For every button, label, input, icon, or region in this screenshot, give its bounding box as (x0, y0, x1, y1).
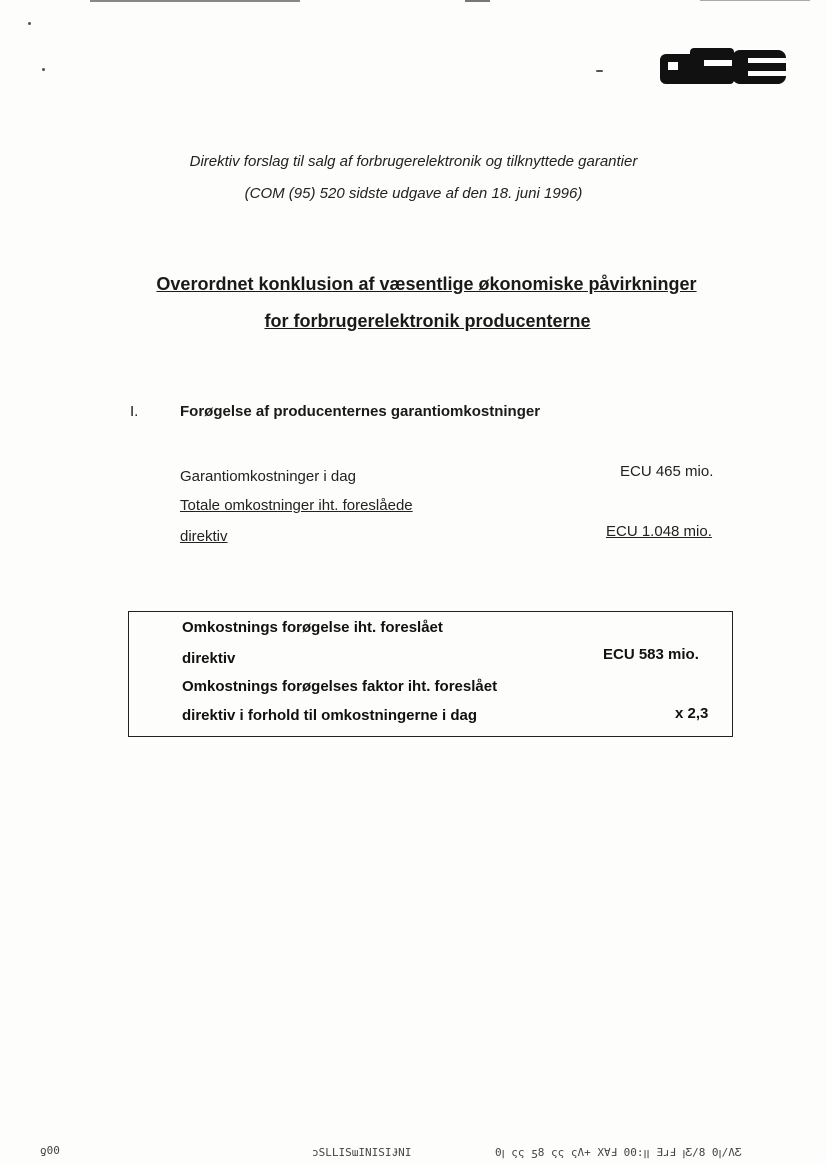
scan-speck (28, 22, 31, 25)
fax-sender: ɔSLLISɯINISIɈNI (312, 1146, 412, 1159)
box-value: ECU 583 mio. (603, 646, 699, 663)
box-label: Omkostnings forøgelses faktor iht. foreslået (182, 678, 498, 695)
section-title: Forøgelse af producenternes garantiomkostninger (180, 403, 541, 420)
fax-timestamp: 0ꞁ ςς ƽ8 ςς ςɅ+ XⱯℲ 00:ꞁꞁ ƎɹℲ ꞁƸ/8 0ꞁ/ɅƸ (495, 1146, 742, 1159)
box-value: x 2,3 (675, 705, 709, 722)
bfe-logo (660, 44, 788, 88)
doc-title-line1: Overordnet konklusion af væsentlige økonomiske påvirkninger (156, 274, 697, 294)
row-value: ECU 465 mio. (620, 463, 714, 480)
box-label: direktiv (182, 650, 236, 667)
row-label: direktiv (180, 528, 228, 545)
doc-title-line2: for forbrugerelektronik producenterne (264, 311, 591, 331)
scan-speck (596, 70, 603, 72)
box-label: Omkostnings forøgelse iht. foreslået (182, 619, 443, 636)
box-label: direktiv i forhold til omkostningerne i dag (182, 707, 478, 724)
doc-subtitle-line1: Direktiv forslag til salg af forbrugerelektronik og tilknyttede garantier (189, 153, 638, 170)
scan-line (465, 0, 490, 2)
scan-line (90, 0, 300, 2)
row-label: Garantiomkostninger i dag (180, 468, 356, 485)
scan-line (700, 0, 810, 1)
row-label: Totale omkostninger iht. foreslåede (180, 497, 413, 514)
scan-speck (42, 68, 45, 71)
bfe-logo-icon (660, 44, 788, 88)
fax-page-number: ƍ00 (40, 1144, 60, 1157)
row-value: ECU 1.048 mio. (606, 523, 712, 540)
doc-subtitle-line2: (COM (95) 520 sidste udgave af den 18. juni 1996) (244, 185, 583, 202)
section-number: I. (130, 403, 139, 420)
